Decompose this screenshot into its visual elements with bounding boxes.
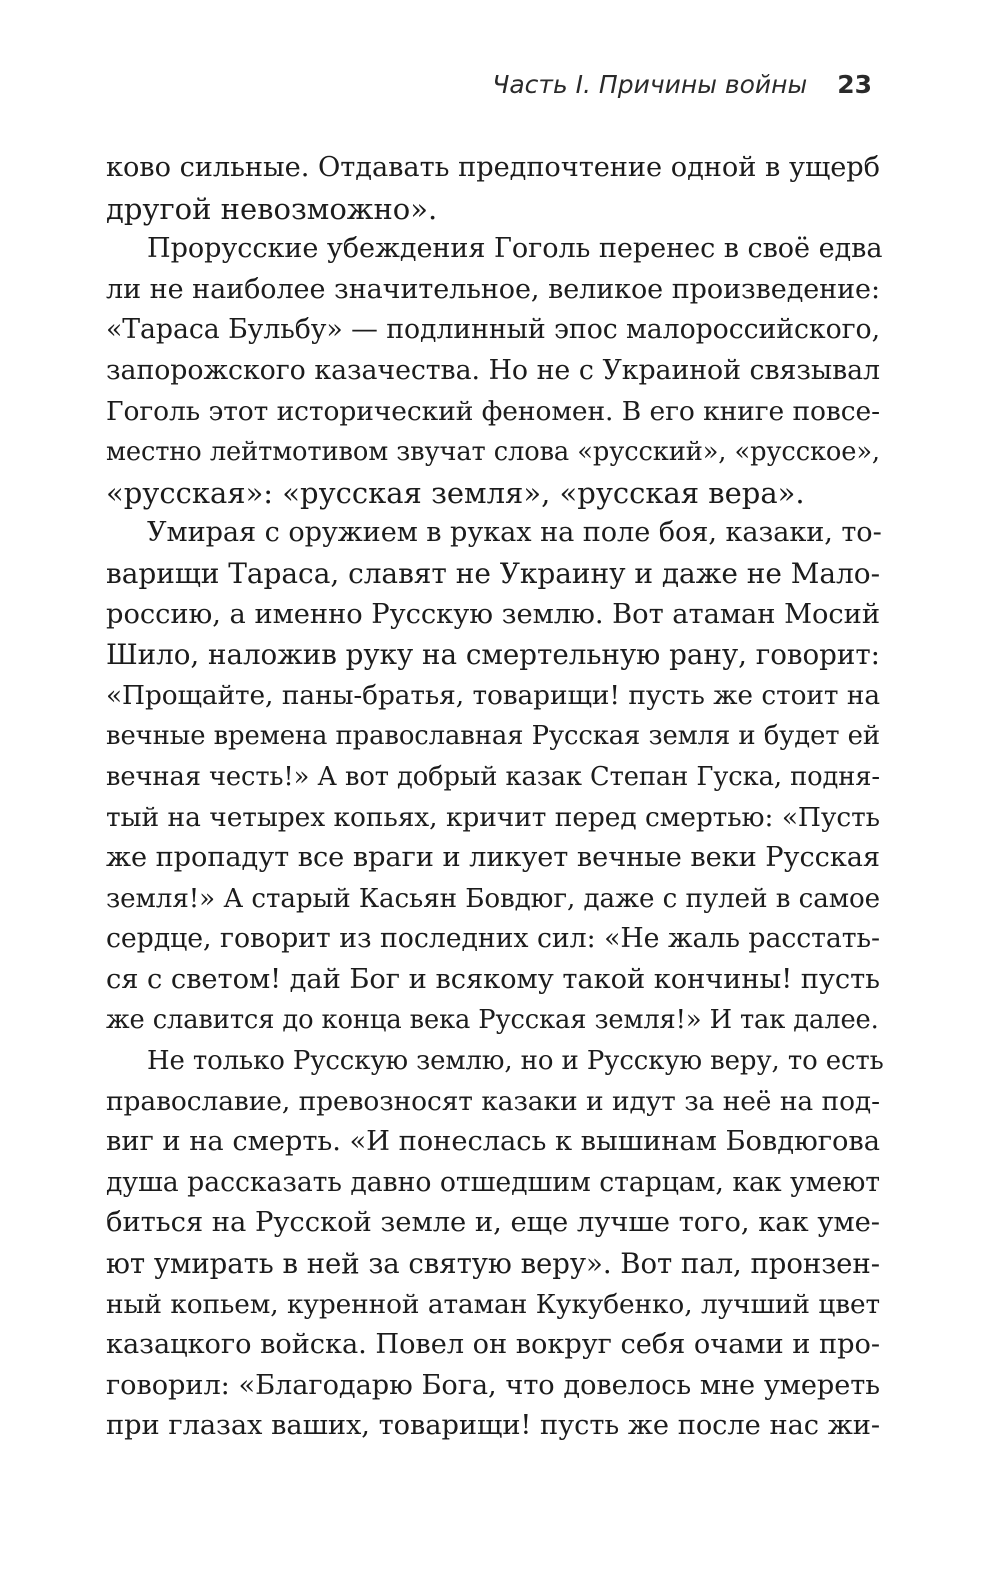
body-text xyxy=(106,148,884,1447)
text-line: ли не наиболее значительное, великое произведение: xyxy=(106,273,880,305)
text-line: запорожского казачества. Но не с Украиной связывал xyxy=(106,354,880,386)
text-line: биться на Русской земле и, еще лучше того, как уме- xyxy=(106,1207,880,1239)
text-line: ся с светом! дай Бог и всякому такой кончины! пусть xyxy=(106,963,880,995)
section-title: Часть I. Причины войны xyxy=(492,70,808,99)
text-line: Не только Русскую землю, но и Русскую веру, то есть xyxy=(147,1046,884,1077)
text-line: говорил: «Благодарю Бога, что довелось мне умереть xyxy=(106,1369,880,1401)
text-line: Прорусские убеждения Гоголь перенес в своё едва xyxy=(147,233,883,265)
text-line: ный копьем, куренной атаман Кукубенко, лучший цвет xyxy=(106,1289,880,1320)
text-line: тый на четырех копьях, кричит перед смертью: «Пусть xyxy=(106,801,880,833)
text-line: при глазах ваших, товарищи! пусть же после нас жи- xyxy=(106,1410,880,1442)
text-line: земля!» А старый Касьян Бовдюг, даже с пулей в самое xyxy=(106,883,880,914)
text-line: ково сильные. Отдавать предпочтение одной в ущерб xyxy=(106,152,880,183)
text-line: Шило, наложив руку на смертельную рану, говорит: xyxy=(106,638,880,672)
text-line: «Тараса Бульбу» — подлинный эпос малороссийского, xyxy=(106,314,881,346)
text-line: же пропадут все враги и ликует вечные веки Русская xyxy=(106,842,880,874)
text-line: «Прощайте, паны-братья, товарищи! пусть же стоит на xyxy=(106,680,880,711)
page-number: 23 xyxy=(837,70,872,99)
text-line: душа рассказать давно отшедшим старцам, как умеют xyxy=(106,1166,880,1198)
text-line: же славится до конца века Русская земля!» И так далее. xyxy=(106,1005,879,1036)
text-line: россию, а именно Русскую землю. Вот атаман Мосий xyxy=(106,598,880,630)
text-line: сердце, говорит из последних сил: «Не жаль расстать- xyxy=(106,923,880,955)
running-header xyxy=(492,70,872,99)
text-line: варищи Тараса, славят не Украину и даже не Мало- xyxy=(106,556,880,590)
text-line: виг и на смерть. «И понеслась к вышинам Бовдюгова xyxy=(106,1126,880,1158)
text-line: «русская»: «русская земля», «русская вера». xyxy=(106,475,805,510)
text-line: местно лейтмотивом звучат слова «русский», «русское», xyxy=(106,437,880,468)
text-line: казацкого войска. Повел он вокруг себя очами и про- xyxy=(106,1329,880,1361)
text-line: православие, превозносят казаки и идут за неё на под- xyxy=(106,1085,880,1117)
text-line: другой невозможно». xyxy=(106,191,438,226)
text-line: Гоголь этот исторический феномен. В его книге повсе- xyxy=(106,395,880,427)
text-line: вечная честь!» А вот добрый казак Степан Гуска, подня- xyxy=(106,761,880,792)
text-line: вечные времена православная Русская земля и будет ей xyxy=(106,721,880,752)
text-line: ют умирать в ней за святую веру». Вот пал, пронзен- xyxy=(106,1248,880,1281)
text-line: Умирая с оружием в руках на поле боя, казаки, то- xyxy=(147,517,882,549)
